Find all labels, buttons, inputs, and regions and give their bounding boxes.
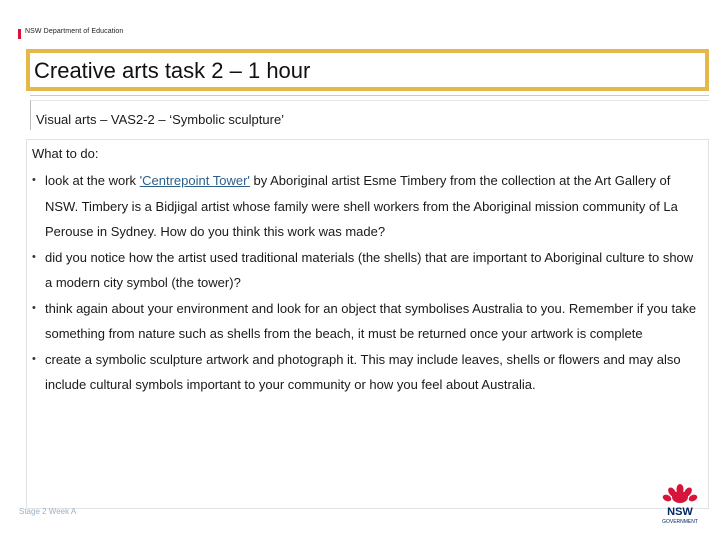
- task-list: [32, 168, 708, 398]
- task-item-2-text: did you notice how the artist used traditional materials (the shells) that are important to Aboriginal culture to show a modern city symbol (the tower)?: [45, 249, 694, 290]
- bullet-icon: •: [32, 301, 36, 314]
- logo-nsw-text: NSW: [667, 506, 693, 518]
- bullet-icon: •: [32, 174, 36, 186]
- bullet-icon: •: [32, 250, 36, 263]
- centrepoint-tower-link[interactable]: 'Centrepoint Tower': [139, 173, 250, 188]
- task-item-2: [32, 245, 708, 296]
- task-item-1-pre: look at the work: [45, 173, 140, 188]
- section-subtitle: Visual arts – VAS2-2 – ‘Symbolic sculpture’: [30, 100, 709, 130]
- title-divider: [30, 95, 709, 96]
- nsw-waratah-logo-icon: [655, 483, 705, 527]
- task-item-1: [32, 168, 708, 245]
- bullet-icon: •: [32, 352, 36, 365]
- task-content: [26, 139, 709, 509]
- task-item-1-post: by Aboriginal artist Esme Timbery from the collection at the Art Gallery of NSW. Timbery is a Bidjigal artist whose family were shell workers from the Aboriginal mission community of La Perouse in Sydney. How do you think this work was made?: [45, 173, 678, 239]
- logo-government-text: GOVERNMENT: [662, 519, 698, 525]
- task-item-4-text: create a symbolic sculpture artwork and photograph it. This may include leaves, shells or flowers and may also include cultural symbols important to your community or how you feel about Australia.: [45, 351, 681, 392]
- page-title: Creative arts task 2 – 1 hour: [26, 49, 709, 91]
- department-accent-bar: [18, 29, 21, 39]
- task-item-4: [32, 347, 708, 398]
- task-item-3: [32, 296, 708, 347]
- department-name: NSW Department of Education: [25, 28, 124, 35]
- footer-stage-week: Stage 2 Week A: [19, 507, 77, 516]
- what-to-do-heading: What to do:: [32, 146, 99, 161]
- task-item-3-text: think again about your environment and look for an object that symbolises Australia to you. Remember if you take something from nature such as shells from the beach, it must be returned once your artwork is complete: [45, 300, 697, 341]
